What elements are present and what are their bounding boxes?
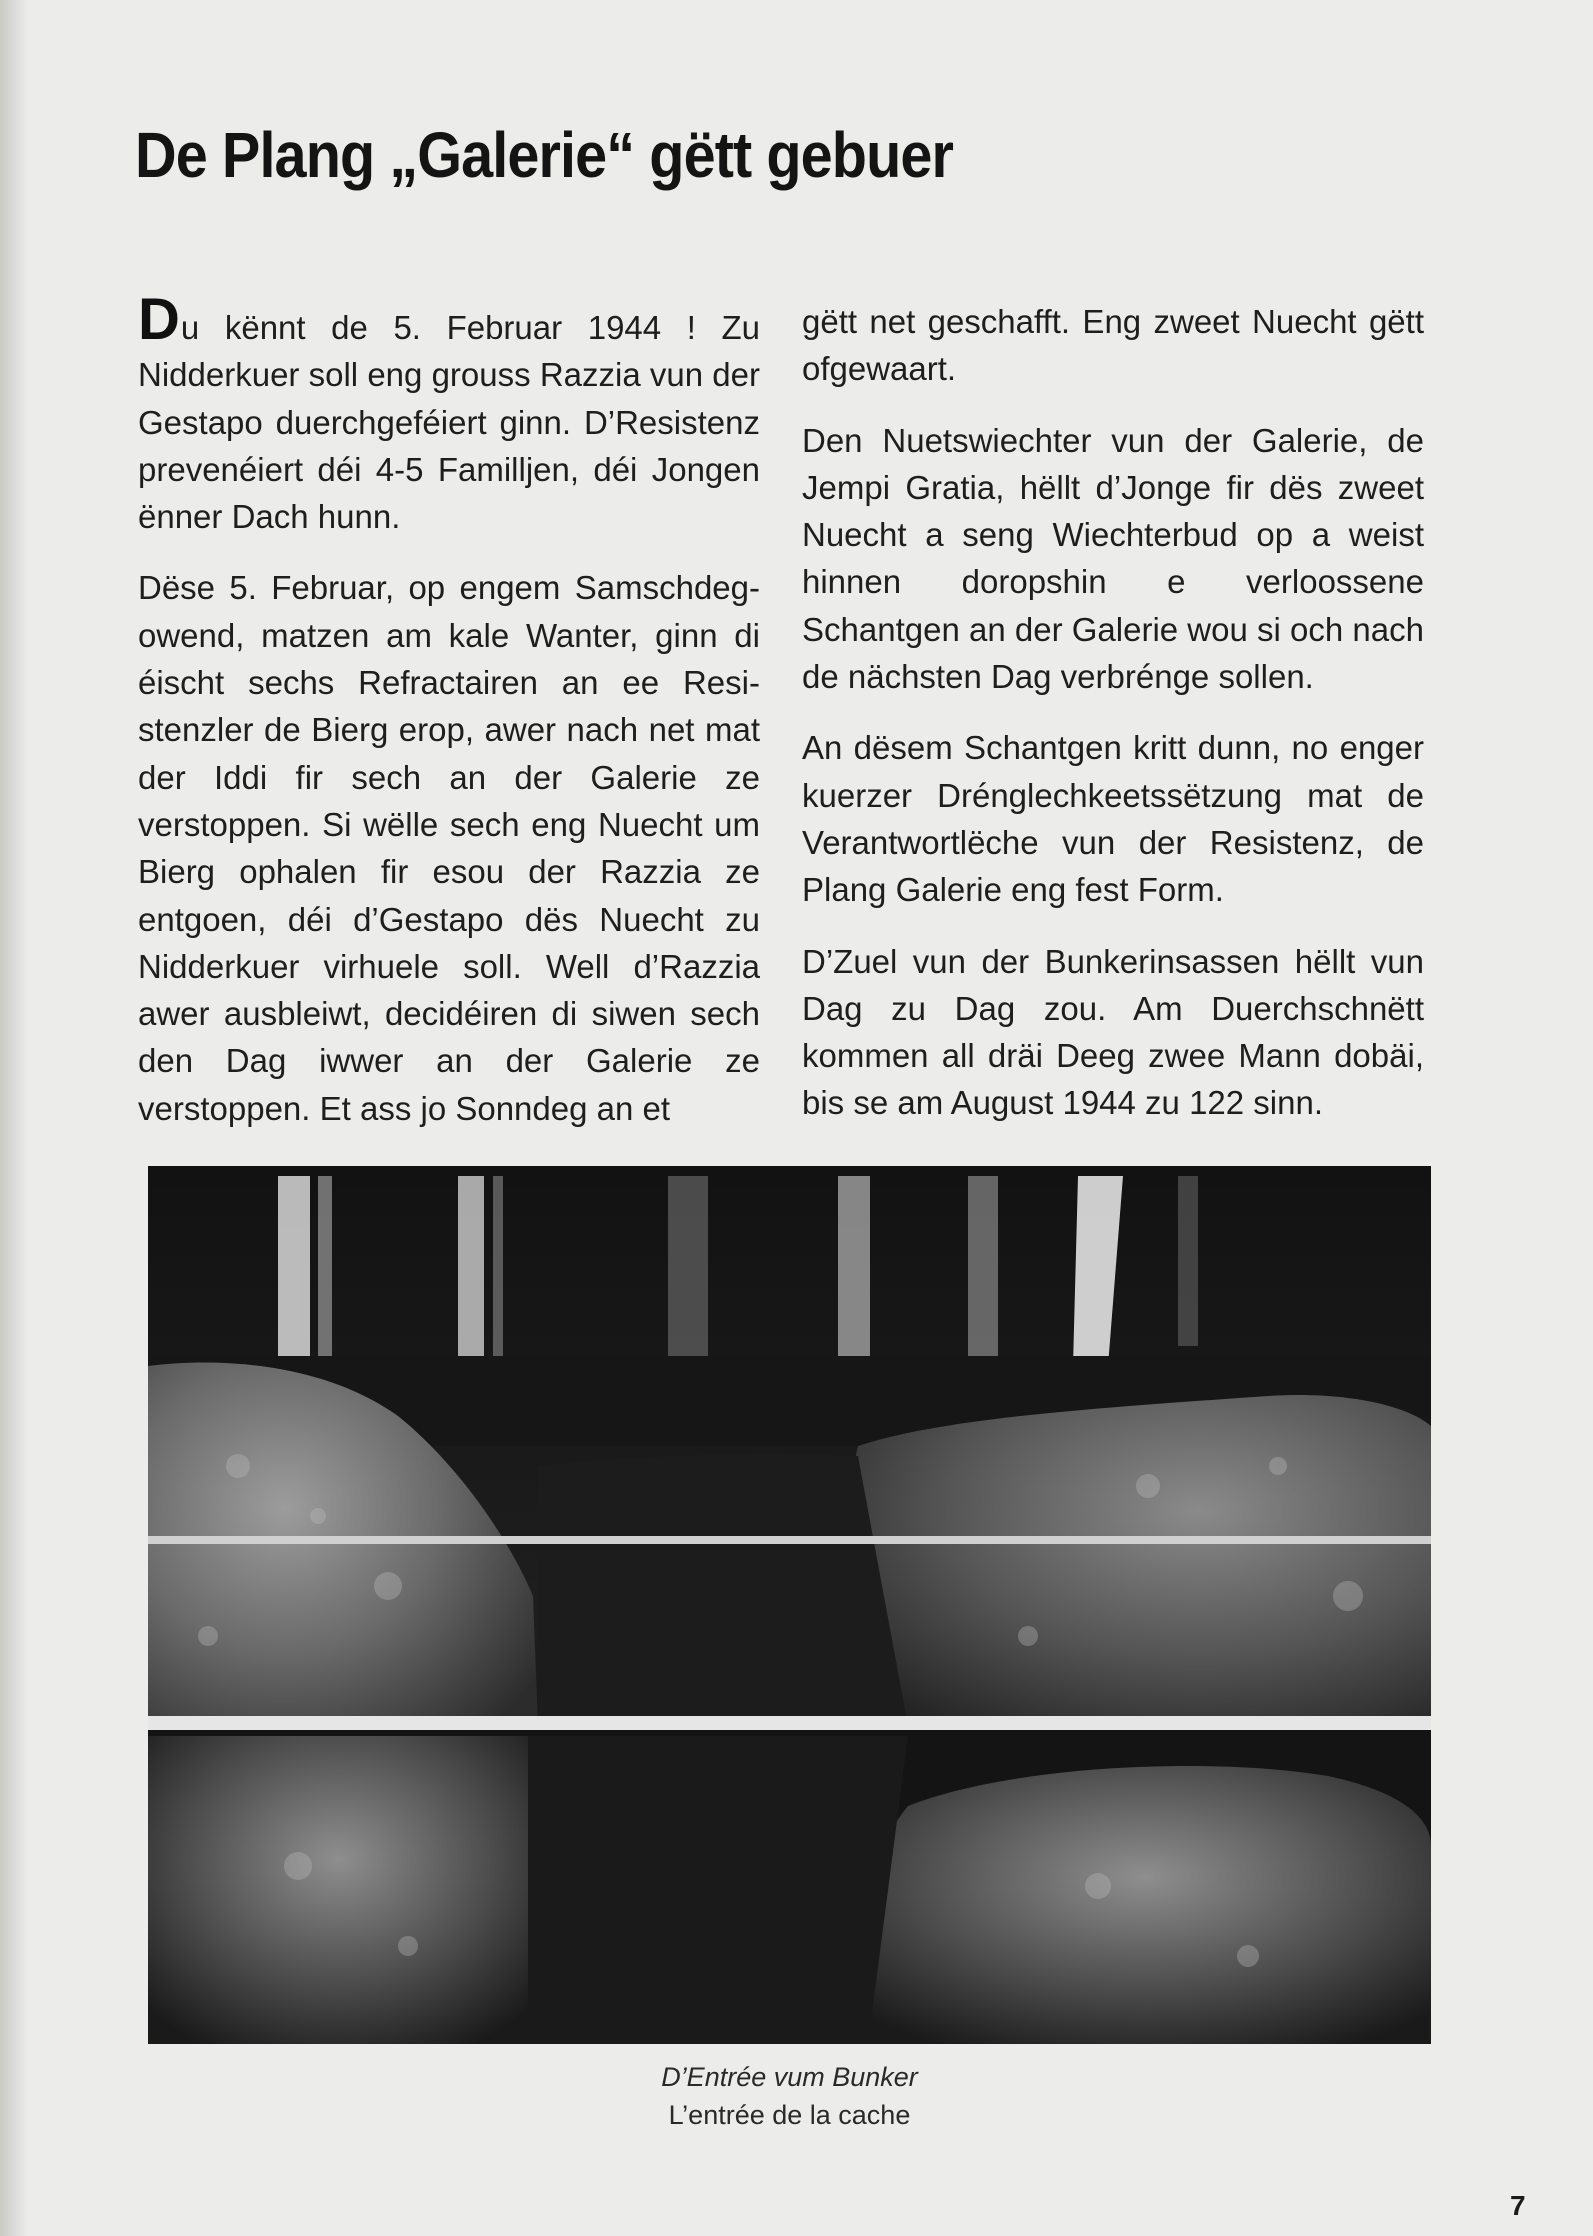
left-paragraph-2: Dëse 5. Februar, op engem Samschdegowend, matzen am kale Wanter, ginn di éischt sechs Refractairen an ee Resistenzler de Bierg erop, awer nach net mat der Iddi fir sech an der Galerie ze verstoppen. Si wëlle sech eng Nuecht um Bierg ophalen fir esou der Razzia ze entgoen, déi d’Gestapo dës Nuecht zu Nidderkuer virhuele soll. Well d’Razzia awer ausbleiwt, decidéiren di siwen sech den Dag iwwer an der Galerie ze verstoppen. Et ass jo Sonndeg an et [138, 569, 760, 1127]
right-paragraph-2: Den Nuetswiechter vun der Galerie, de Jempi Gratia, hëllt d’Jonge fir dës zweet Nuecht a seng Wiechterbud op a weist hinnen doropshin e verloossene Schantgen an der Galerie wou si och nach de nächsten Dag verbrénge sollen. [802, 421, 1424, 696]
photo-caption [148, 2058, 1431, 2134]
caption-line-french: L’entrée de la cache [668, 2100, 911, 2130]
drop-cap: D [138, 287, 180, 352]
right-text-column [802, 298, 1424, 1127]
page-number: 7 [1510, 2190, 1526, 2221]
bunker-entrance-photo [148, 1166, 1431, 2044]
article-title: De Plang „Galerie“ gëtt gebuer [135, 119, 954, 191]
right-paragraph-1: gëtt net geschafft. Eng zweet Nuecht gëtt ofgewaart. [802, 303, 1424, 388]
right-paragraph-3: An dësem Schantgen kritt dunn, no enger kuerzer Drénglechkeetssëtzung mat de Verantwortlëche vun der Resistenz, de Plang Galerie eng fest Form. [802, 729, 1424, 909]
bunker-photo-illustration [148, 1166, 1431, 2044]
left-paragraph-1-text: u kënnt de 5. Februar 1944 ! Zu Nidderkuer soll eng grouss Razzia vun der Gestapo duerchgeféiert ginn. D’Resistenz prevenéiert déi 4-5 Familljen, déi Jongen ënner Dach hunn. [138, 309, 760, 536]
page-edge-shadow [0, 0, 28, 2236]
right-paragraph-4: D’Zuel vun der Bunkerinsassen hëllt vun Dag zu Dag zou. Am Duerchschnëtt kommen all dräi Deeg zwee Mann dobäi, bis se am August 1944 zu 122 sinn. [802, 942, 1424, 1122]
left-text-column [138, 287, 760, 1132]
caption-line-luxembourgish: D’Entrée vum Bunker [661, 2062, 918, 2092]
left-paragraph-1 [138, 287, 760, 540]
